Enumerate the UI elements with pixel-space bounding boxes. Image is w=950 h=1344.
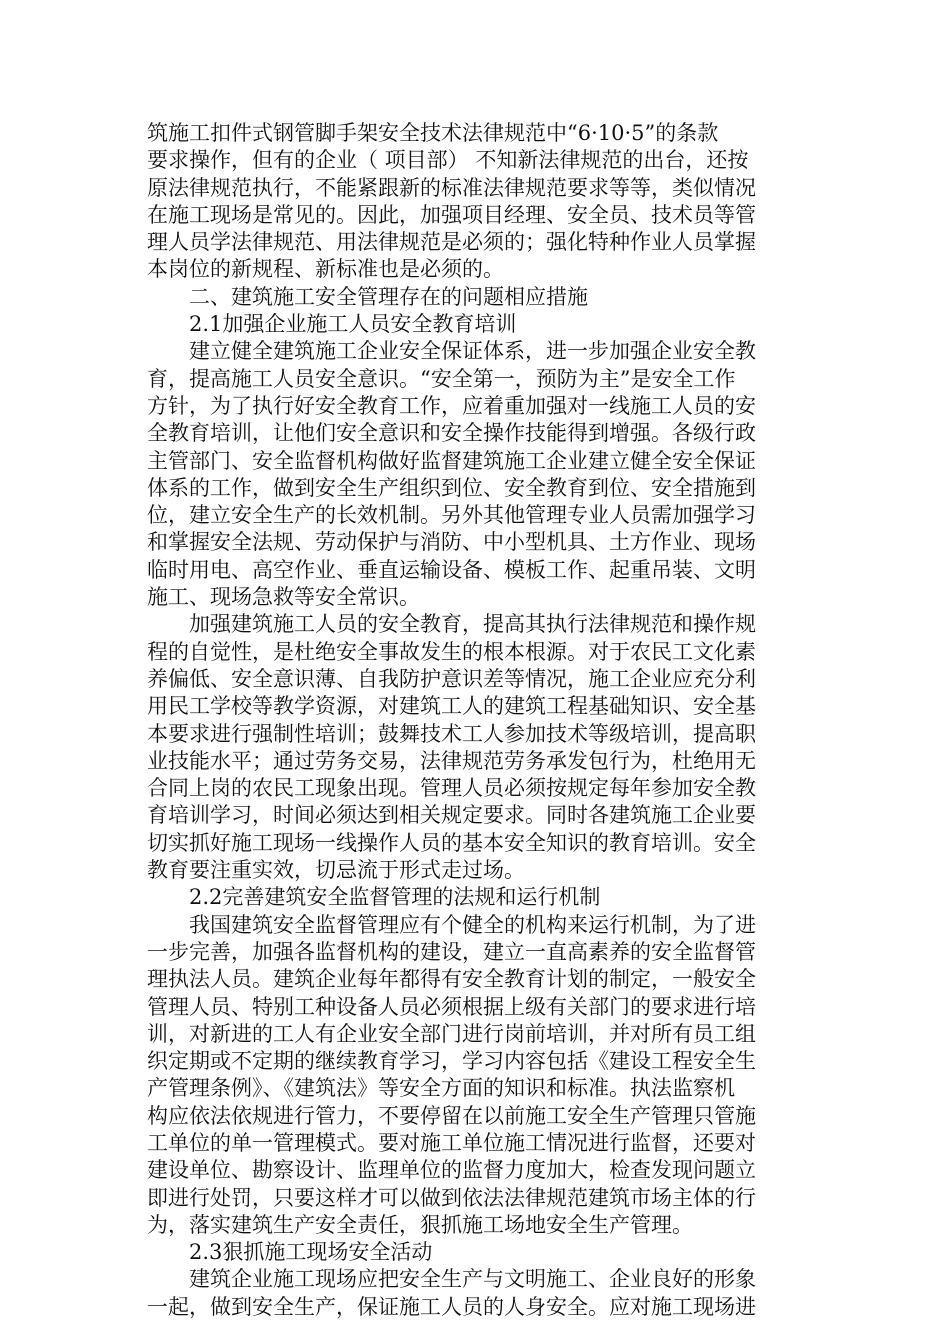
text-line: 织定期或不定期的继续教育学习，学习内容包括《建设工程安全生 — [147, 1049, 756, 1074]
text-line: 筑施工扣件式钢管脚手架安全技术法律规范中“6·10·5”的条款 — [147, 121, 719, 145]
text-line: 教育要注重实效，切忌流于形式走过场。 — [147, 858, 525, 883]
paragraph — [147, 912, 807, 1240]
text-line: 用民工学校等教学资源，对建筑工人的建筑工程基础知识、安全基 — [147, 694, 756, 719]
text-line: 育，提高施工人员安全意识。“安全第一，预防为主”是安全工作 — [147, 366, 736, 391]
paragraph — [147, 611, 807, 884]
text-line: 临时用电、高空作业、垂直运输设备、模板工作、起重吊装、文明 — [147, 557, 756, 582]
text-line: 为，落实建筑生产安全责任，狠抓施工场地安全生产管理。 — [147, 1212, 693, 1237]
text-line: 体系的工作，做到安全生产组织到位、安全教育到位、安全措施到 — [147, 475, 756, 500]
text-line: 管理人员、特别工种设备人员必须根据上级有关部门的要求进行培 — [147, 994, 756, 1019]
text-line: 加强建筑施工人员的安全教育，提高其执行法律规范和操作规 — [189, 612, 756, 637]
text-line: 构应依法依规进行管力，不要停留在以前施工安全生产管理只管施 — [147, 1103, 756, 1128]
text-line: 一起，做到安全生产，保证施工人员的人身安全。应对施工现场进 — [147, 1294, 756, 1319]
text-line: 即进行处罚，只要这样才可以做到依法法律规范建筑市场主体的行 — [147, 1185, 756, 1210]
text-line: 产管理条例》、《建筑法》等安全方面的知识和标准。执法监察机 — [147, 1076, 735, 1101]
text-line: 工单位的单一管理模式。要对施工单位施工情况进行监督，还要对 — [147, 1130, 756, 1155]
text-line: 方针，为了执行好安全教育工作，应着重加强对一线施工人员的安 — [147, 393, 756, 418]
text-line: 施工、现场急救等安全常识。 — [147, 585, 420, 610]
text-line: 程的自觉性，是杜绝安全事故发生的根本根源。对于农民工文化素 — [147, 639, 756, 664]
text-line: 在施工现场是常见的。因此，加强项目经理、安全员、技术员等管 — [147, 202, 756, 227]
text-line: 合同上岗的农民工现象出现。管理人员必须按规定每年参加安全教 — [147, 776, 756, 801]
text-line: 要求操作，但有的企业（ 项目部） 不知新法律规范的出台，还按 — [147, 148, 749, 173]
text-line: 建立健全建筑施工企业安全保证体系，进一步加强企业安全教 — [189, 339, 756, 364]
text-line: 本岗位的新规程、新标准也是必须的。 — [147, 257, 504, 282]
text-line: 本要求进行强制性培训；鼓舞技术工人参加技术等级培训，提高职 — [147, 721, 756, 746]
paragraph — [147, 1266, 807, 1321]
text-line: 2.1加强企业施工人员安全教育培训 — [189, 312, 517, 337]
text-line: 主管部门、安全监督机构做好监督建筑施工企业建立健全安全保证 — [147, 448, 756, 473]
text-line: 一步完善，加强各监督机构的建设，建立一直高素养的安全监督管 — [147, 939, 756, 964]
paragraph — [147, 284, 807, 311]
paragraph — [147, 338, 807, 611]
text-line: 理执法人员。建筑企业每年都得有安全教育计划的制定，一般安全 — [147, 967, 756, 992]
text-line: 2.3狠抓施工现场安全活动 — [189, 1240, 433, 1265]
text-line: 理人员学法律规范、用法律规范是必须的；强化特种作业人员掌握 — [147, 230, 756, 255]
text-line: 2.2完善建筑安全监督管理的法规和运行机制 — [189, 885, 601, 910]
paragraph — [147, 884, 807, 911]
text-line: 切实抓好施工现场一线操作人员的基本安全知识的教育培训。安全 — [147, 830, 756, 855]
text-line: 二、建筑施工安全管理存在的问题相应措施 — [189, 284, 588, 309]
document-page — [147, 120, 807, 1321]
paragraph — [147, 120, 807, 284]
text-line: 业技能水平；通过劳务交易，法律规范劳务承发包行为，杜绝用无 — [147, 748, 756, 773]
text-line: 原法律规范执行，不能紧跟新的标准法律规范要求等等，类似情况 — [147, 175, 756, 200]
paragraph — [147, 1239, 807, 1266]
text-line: 和掌握安全法规、劳动保护与消防、中小型机具、土方作业、现场 — [147, 530, 756, 555]
text-line: 全教育培训，让他们安全意识和安全操作技能得到增强。各级行政 — [147, 421, 756, 446]
text-line: 训，对新进的工人有企业安全部门进行岗前培训，并对所有员工组 — [147, 1021, 756, 1046]
text-line: 建设单位、勘察设计、监理单位的监督力度加大，检查发现问题立 — [147, 1158, 756, 1183]
text-line: 育培训学习，时间必须达到相关规定要求。同时各建筑施工企业要 — [147, 803, 756, 828]
paragraph — [147, 311, 807, 338]
text-line: 我国建筑安全监督管理应有个健全的机构来运行机制，为了进 — [189, 912, 756, 937]
text-line: 养偏低、安全意识薄、自我防护意识差等情况，施工企业应充分利 — [147, 666, 756, 691]
text-line: 位，建立安全生产的长效机制。另外其他管理专业人员需加强学习 — [147, 503, 756, 528]
text-line: 建筑企业施工现场应把安全生产与文明施工、企业良好的形象 — [189, 1267, 756, 1292]
